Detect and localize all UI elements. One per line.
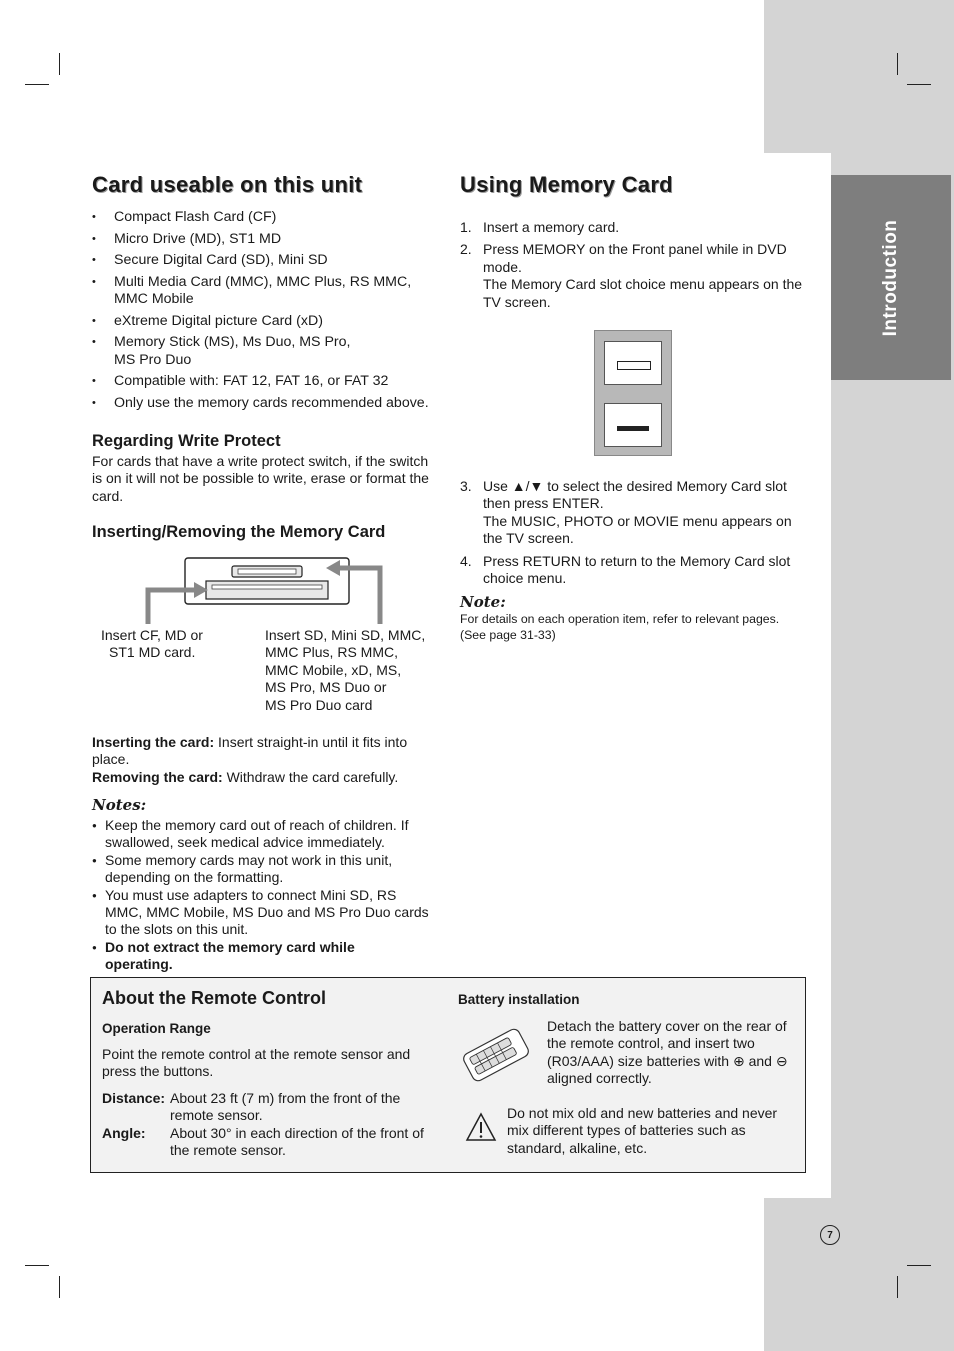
margin-band-bottom [764, 1198, 954, 1351]
warning-text: Do not mix old and new batteries and never mix different types of batteries such as standard, alkaline, etc. [507, 1105, 778, 1156]
page-number: 7 [820, 1225, 840, 1245]
list-item: ● Keep the memory card out of reach of children. If swallowed, seek medical advice immediately. [92, 817, 425, 852]
heading-write-protect: Regarding Write Protect [92, 432, 281, 450]
crop-mark [59, 53, 60, 75]
heading-inserting: Inserting/Removing the Memory Card [92, 523, 386, 541]
list-item: • Compatible with: FAT 12, FAT 16, or FAT 32 [92, 373, 442, 391]
slot-option-cf [604, 341, 662, 385]
list-item: ● You must use adapters to connect Mini SD, RS MMC, MMC Mobile, MS Duo and MS Pro Duo cards to the slots on this unit. [92, 887, 435, 939]
range-text: Point the remote control at the remote sensor and press the buttons. [102, 1046, 411, 1080]
list-item: • Compact Flash Card (CF) [92, 209, 442, 227]
battery-text: Detach the battery cover on the rear of the remote control, and insert two (R03/AAA) size batteries with ⊕ and ⊖ aligned correctly. [547, 1018, 788, 1087]
slot-icon [617, 426, 649, 431]
remote-title: About the Remote Control [102, 988, 326, 1008]
steps-list-b [460, 478, 805, 592]
slot-menu-screen [594, 330, 672, 456]
notes-list [92, 817, 442, 974]
list-item: • Only use the memory cards recommended above. [92, 395, 442, 413]
list-item: • Micro Drive (MD), ST1 MD [92, 231, 442, 249]
notes-title: Notes: [92, 796, 147, 814]
slot-icon [617, 361, 651, 370]
caption-sd: Insert SD, Mini SD, MMC, MMC Plus, RS MMC, MMC Mobile, xD, MS, MS Pro, MS Duo or MS Pro Duo card [265, 627, 426, 713]
section-tab [831, 175, 951, 380]
slot-option-sd [604, 403, 662, 447]
plus-icon: ⊕ [732, 1052, 745, 1069]
crop-mark [59, 1276, 60, 1298]
write-protect-text: For cards that have a write protect switch, if the switch is on it will not be possible to write, erase or format the card. [92, 453, 429, 504]
range-heading: Operation Range [102, 1021, 211, 1036]
list-item: • Secure Digital Card (SD), Mini SD [92, 252, 442, 270]
list-item: 3. Use ▲/▼ to select the desired Memory Card slot then press ENTER. The MUSIC, PHOTO or MOVIE menu appears on the TV screen. [460, 478, 792, 547]
inserting-instructions: Inserting the card: Insert straight-in until it fits into place. Removing the card: Withdraw the card carefully. [92, 734, 408, 785]
angle-row: Angle: About 30° in each direction of the front of the remote sensor. [102, 1125, 424, 1159]
crop-mark [25, 84, 49, 85]
crop-mark [25, 1265, 49, 1266]
section-tab-label: Introduction [880, 219, 901, 336]
minus-icon: ⊖ [775, 1052, 788, 1069]
crop-mark [907, 1265, 931, 1266]
list-item: • Memory Stick (MS), Ms Duo, MS Pro, MS Pro Duo [92, 334, 374, 369]
list-item: • eXtreme Digital picture Card (xD) [92, 313, 442, 331]
crop-mark [897, 1276, 898, 1298]
warning-icon [465, 1112, 497, 1142]
note-title: Note: [460, 593, 506, 611]
list-item: 2. Press MEMORY on the Front panel while in DVD mode. The Memory Card slot choice menu appears on the TV screen. [460, 241, 803, 310]
note-text: For details on each operation item, refer to relevant pages.(See page 31-33) [460, 612, 780, 642]
list-item: ● Do not extract the memory card while operating. [92, 939, 405, 974]
list-item: 4. Press RETURN to return to the Memory Card slot choice menu. [460, 552, 791, 587]
caption-cf: Insert CF, MD or ST1 MD card. [101, 627, 203, 661]
list-item: ● Some memory cards may not work in this unit, depending on the formatting. [92, 852, 417, 887]
card-slot-diagram [140, 554, 390, 629]
battery-heading: Battery installation [458, 992, 580, 1007]
steps-list-a [460, 219, 805, 316]
section-title-cards: Card useable on this unit [92, 172, 363, 197]
crop-mark [897, 53, 898, 75]
list-item: • Multi Media Card (MMC), MMC Plus, RS MMC, MMC Mobile [92, 274, 442, 309]
crop-mark [907, 84, 931, 85]
list-item: 1. Insert a memory card. [460, 219, 620, 235]
section-title-using: Using Memory Card [460, 172, 673, 197]
remote-control-box [90, 977, 806, 1173]
distance-row: Distance: About 23 ft (7 m) from the front of the remote sensor. [102, 1090, 401, 1124]
remote-battery-icon [461, 1024, 531, 1086]
card-list [92, 209, 442, 416]
